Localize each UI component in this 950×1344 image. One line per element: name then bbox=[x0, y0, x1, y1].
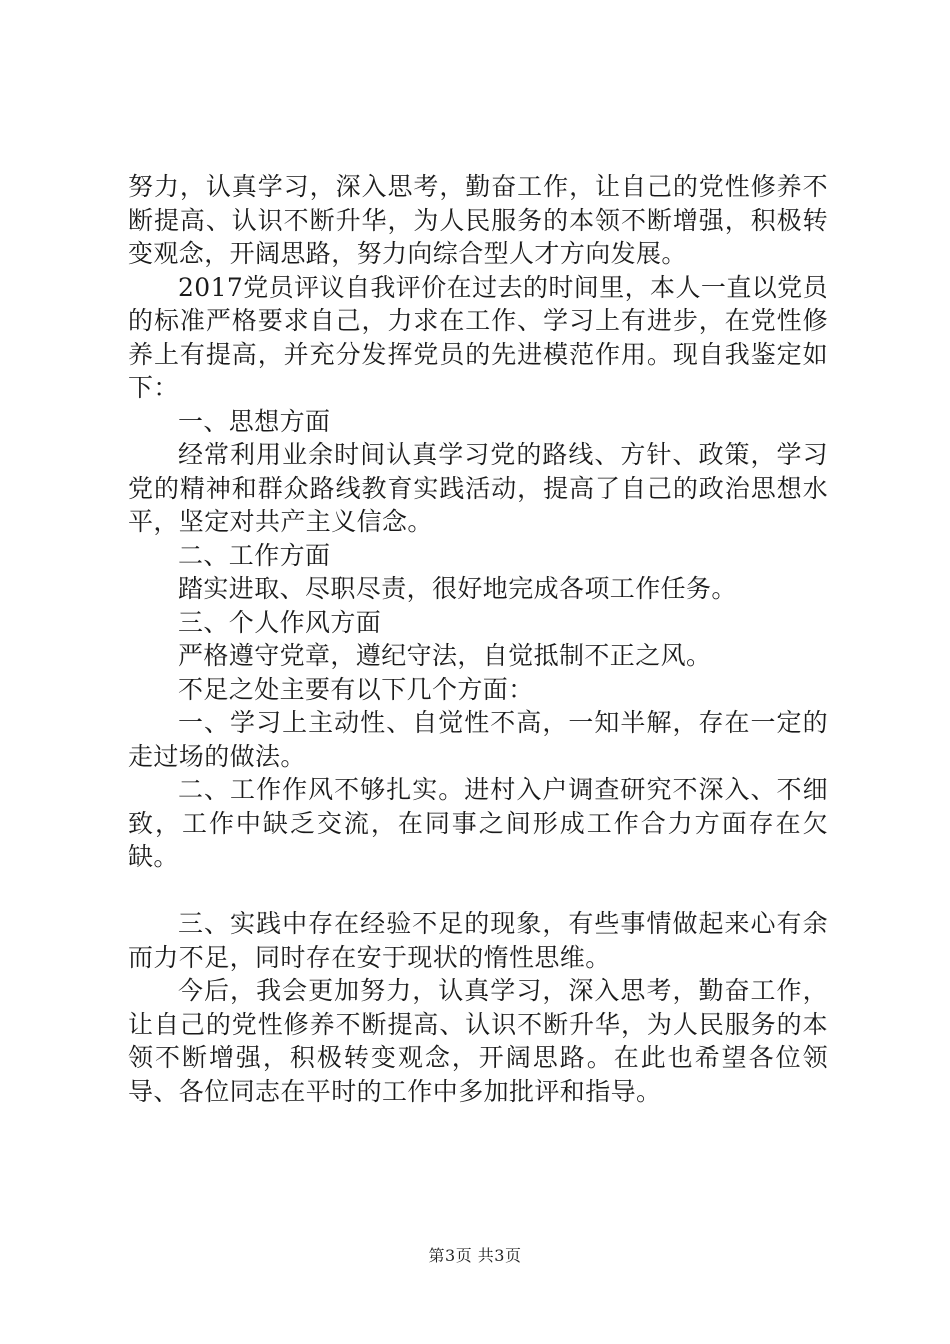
section-heading-work: 二、工作方面 bbox=[178, 540, 331, 570]
paragraph-2: 2017党员评议自我评价在过去的时间里，本人一直以党员的标准严格要求自己，力求在工作、学习上有进步，在党性修养上有提高，并充分发挥党员的先进模范作用。现自我鉴定如下： bbox=[128, 272, 828, 402]
page-number-footer: 第3页 共3页 bbox=[428, 1246, 522, 1265]
shortcoming-3: 三、实践中存在经验不足的现象，有些事情做起来心有余而力不足，同时存在安于现状的惰性思维。 bbox=[128, 909, 828, 972]
section-heading-thought: 一、思想方面 bbox=[178, 406, 331, 436]
document-body bbox=[128, 170, 828, 1108]
shortcoming-2: 二、工作作风不够扎实。进村入户调查研究不深入、不细致，工作中缺乏交流，在同事之间形成工作合力方面存在欠缺。 bbox=[128, 775, 828, 871]
section-heading-style: 三、个人作风方面 bbox=[178, 607, 382, 637]
paragraph-work: 踏实进取、尽职尽责，很好地完成各项工作任务。 bbox=[178, 574, 737, 603]
paragraph-style: 严格遵守党章，遵纪守法，自觉抵制不正之风。 bbox=[178, 641, 712, 670]
paragraph-conclusion: 今后，我会更加努力，认真学习，深入思考，勤奋工作，让自己的党性修养不断提高、认识不断升华，为人民服务的本领不断增强，积极转变观念，开阔思路。在此也希望各位领导、各位同志在平时的工作中多加批评和指导。 bbox=[128, 976, 828, 1106]
paragraph-thought: 经常利用业余时间认真学习党的路线、方针、政策，学习党的精神和群众路线教育实践活动，提高了自己的政治思想水平，坚定对共产主义信念。 bbox=[128, 440, 828, 536]
paragraph-1: 努力，认真学习，深入思考，勤奋工作，让自己的党性修养不断提高、认识不断升华，为人民服务的本领不断增强，积极转变观念，开阔思路，努力向综合型人才方向发展。 bbox=[128, 172, 828, 268]
shortcomings-intro: 不足之处主要有以下几个方面： bbox=[178, 674, 534, 704]
shortcoming-1: 一、学习上主动性、自觉性不高，一知半解，存在一定的走过场的做法。 bbox=[128, 708, 828, 771]
